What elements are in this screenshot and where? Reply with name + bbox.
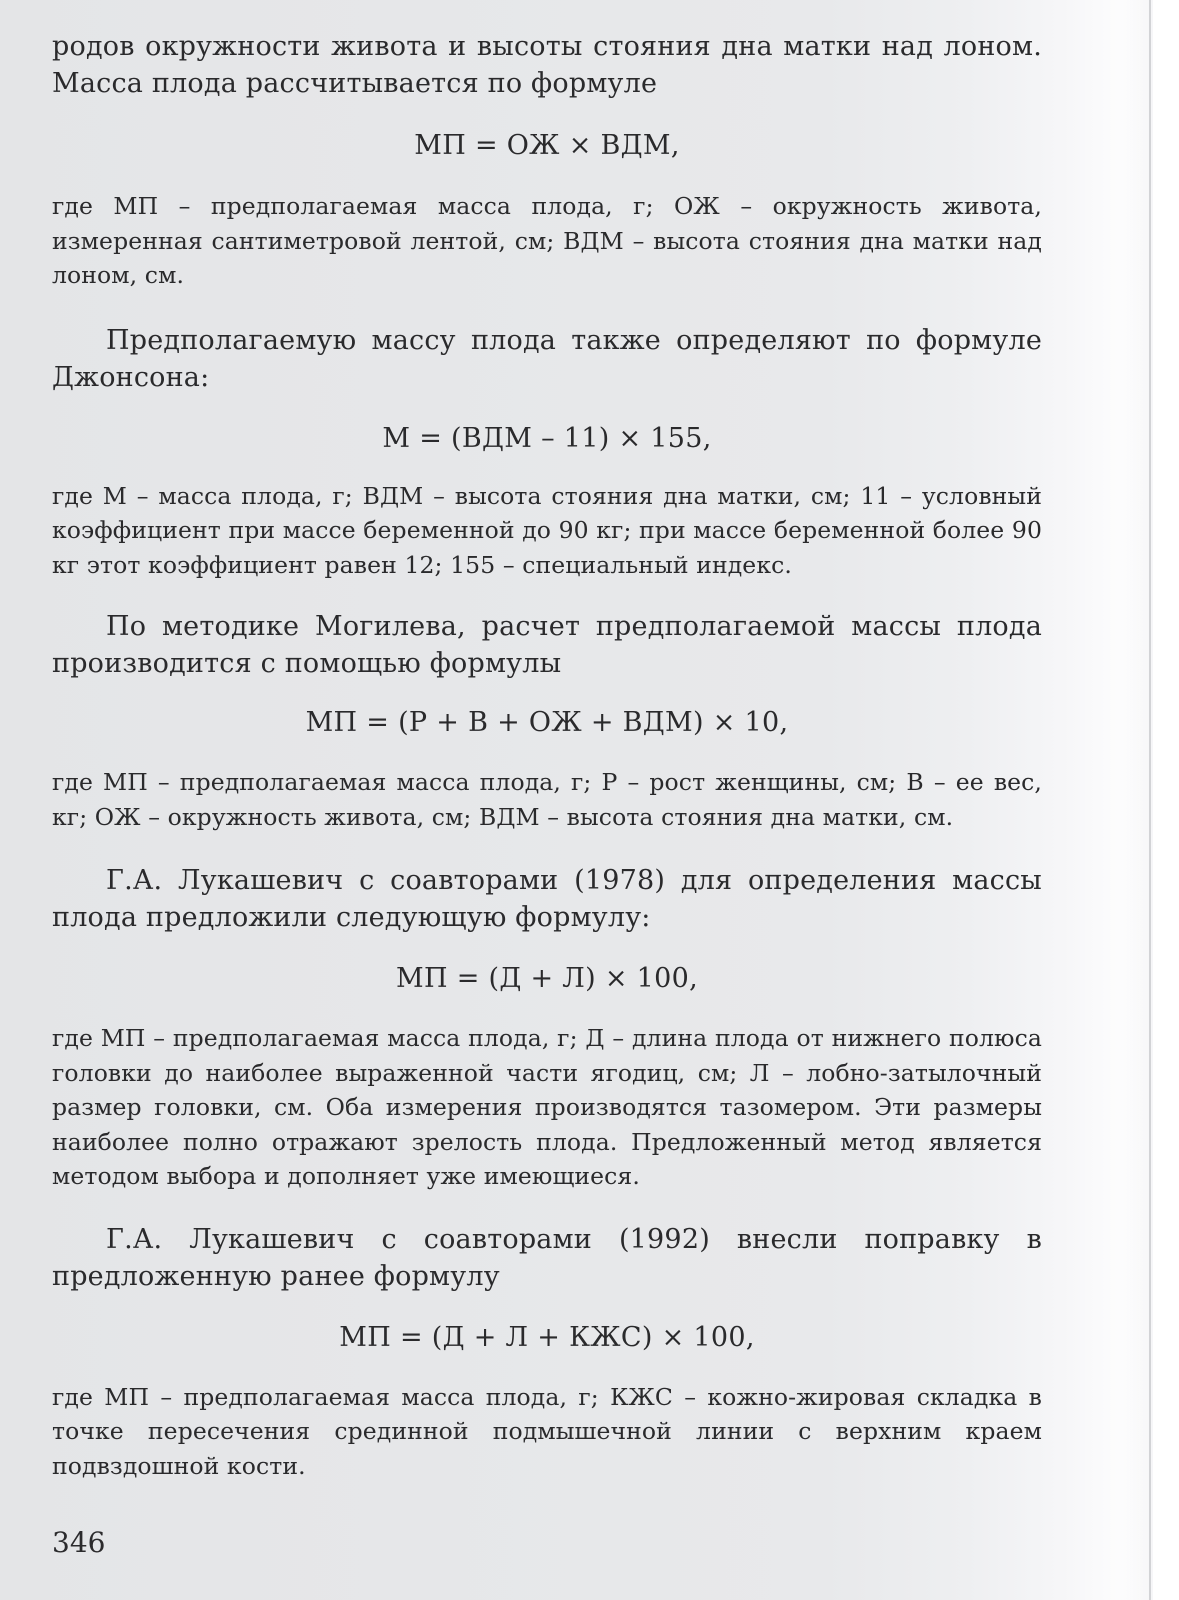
page-edge-line xyxy=(1149,0,1151,1600)
formula-johnson: М = (ВДМ – 11) × 155, xyxy=(382,422,712,454)
page-edge-shading xyxy=(1119,0,1153,1600)
paragraph-mogilev: По методике Могилева, расчет предполагаемой массы плода производится с помощью формулы xyxy=(52,611,1042,679)
paragraph-lukashevich-1992: Г.А. Лукашевич с соавторами (1992) внесли поправку в предложенную ранее формулу xyxy=(52,1223,1042,1292)
formula-legend-4: где МП – предполагаемая масса плода, г; Д – длина плода от нижнего полюса головки до наиболее выраженной части ягодиц, см; Л – лобно-затылочный размер головки, см. Оба измерения производятся тазомером. Эти размеры наиболее полно отражают зрелость плода. Предложенный метод является методом выбора и дополняет уже имеющиеся. xyxy=(52,1024,1042,1190)
paragraph-johnson: Предполагаемую массу плода также определяют по формуле Джонсона: xyxy=(52,324,1042,393)
page-number: 346 xyxy=(52,1526,106,1559)
formula-legend-2: где М – масса плода, г; ВДМ – высота стояния дна матки, см; 11 – условный коэффициент при массе беременной до 90 кг; при массе беременной более 90 кг этот коэффициент равен 12; 155 – специальный индекс. xyxy=(52,481,1042,579)
page-content xyxy=(52,28,1042,1483)
paragraph-lukashevich-1978: Г.А. Лукашевич с соавторами (1978) для определения массы плода предложили следующую формулу: xyxy=(52,865,1042,933)
paragraph-continuation: родов окружности живота и высоты стояния дна матки над лоном. Масса плода рассчитывается по формуле xyxy=(52,31,1042,99)
formula-mogilev: МП = (Р + В + ОЖ + ВДМ) × 10, xyxy=(305,707,789,738)
formula-lukashevich-1992: МП = (Д + Л + КЖС) × 100, xyxy=(339,1321,755,1353)
formula-abdominal-circumference: МП = ОЖ × ВДМ, xyxy=(414,130,680,161)
formula-legend-1: где МП – предполагаемая масса плода, г; ОЖ – окружность живота, измеренная сантиметровой лентой, см; ВДМ – высота стояния дна матки над лоном, см. xyxy=(52,192,1042,289)
formula-legend-5: где МП – предполагаемая масса плода, г; КЖС – кожно-жировая складка в точке пересечения срединной подмышечной линии с верхним краем подвздошной кости. xyxy=(52,1382,1042,1480)
formula-lukashevich-1978: МП = (Д + Л) × 100, xyxy=(396,963,698,994)
formula-legend-3: где МП – предполагаемая масса плода, г; Р – рост женщины, см; В – ее вес, кг; ОЖ – окружность живота, см; ВДМ – высота стояния дна матки, см. xyxy=(52,768,1042,831)
